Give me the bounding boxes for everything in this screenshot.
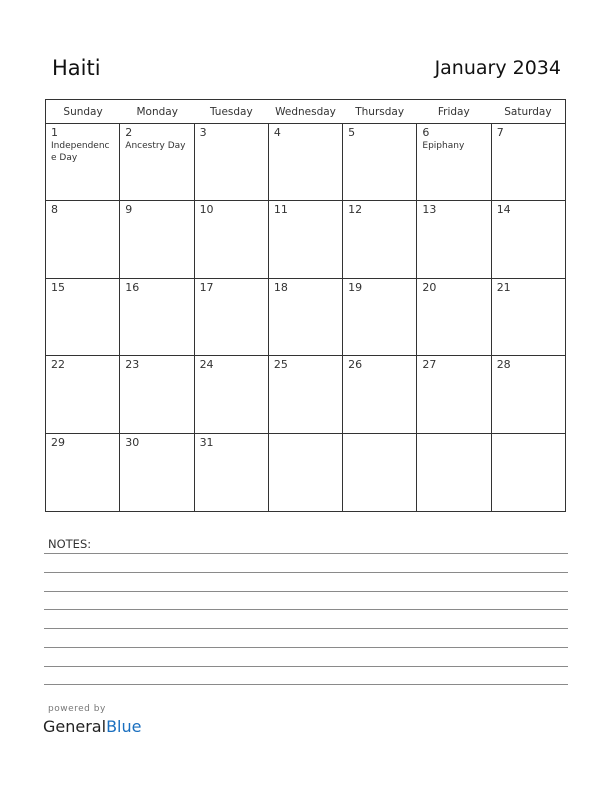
- day-cell: [269, 201, 343, 277]
- day-number: 10: [199, 203, 214, 217]
- day-cell: [269, 356, 343, 432]
- calendar-grid: [45, 99, 566, 512]
- day-cell: [195, 356, 269, 432]
- day-number: 1: [51, 126, 58, 139]
- day-cell: [46, 201, 120, 277]
- notes-line: [44, 666, 568, 667]
- day-cell: [120, 124, 194, 200]
- weekday-monday: Monday: [136, 106, 178, 118]
- weekday-header-row: [46, 100, 565, 124]
- day-cell: [195, 201, 269, 277]
- day-cell: [120, 356, 194, 432]
- day-number: 15: [51, 280, 65, 294]
- day-number: 28: [496, 358, 511, 372]
- day-cell: [492, 356, 565, 432]
- day-number: 26: [348, 358, 363, 372]
- day-cell: [269, 434, 343, 511]
- day-cell: [120, 434, 194, 511]
- day-number: 23: [125, 358, 140, 372]
- day-number: 24: [199, 358, 214, 372]
- brand-general: General: [43, 717, 107, 736]
- day-cell: [195, 434, 269, 511]
- day-number: 31: [199, 435, 214, 449]
- day-cell: [417, 356, 491, 432]
- day-cell: [492, 124, 565, 200]
- weekday-saturday: Saturday: [504, 106, 552, 118]
- week-row: [46, 279, 565, 356]
- day-cell: [195, 279, 269, 355]
- weekday-tuesday: Tuesday: [209, 106, 253, 118]
- week-row: [46, 434, 565, 511]
- day-number: 25: [273, 358, 288, 372]
- weekday-sunday: Sunday: [63, 106, 103, 118]
- week-row: [46, 356, 565, 433]
- brand-blue: Blue: [106, 717, 142, 736]
- day-cell: [417, 434, 491, 511]
- day-cell: [46, 356, 120, 432]
- day-number: 19: [348, 280, 363, 294]
- day-cell: [343, 434, 417, 511]
- day-cell: [492, 279, 565, 355]
- day-cell: [343, 279, 417, 355]
- powered-by-text: powered by: [48, 704, 106, 714]
- week-row: [46, 201, 565, 278]
- day-cell: [46, 124, 120, 200]
- day-number: 14: [496, 203, 511, 217]
- day-cell: [46, 279, 120, 355]
- week-row: [46, 124, 565, 201]
- day-number: 6: [422, 126, 430, 139]
- notes-line: [44, 628, 568, 629]
- day-number: 13: [422, 203, 437, 217]
- day-number: 5: [348, 126, 356, 139]
- day-cell: [269, 279, 343, 355]
- notes-label: NOTES:: [48, 537, 92, 551]
- day-cell: [417, 279, 491, 355]
- day-cell: [343, 201, 417, 277]
- day-cell: [195, 124, 269, 200]
- day-number: 8: [51, 203, 58, 217]
- day-number: 21: [496, 280, 511, 294]
- weekday-thursday: Thursday: [355, 106, 405, 118]
- day-number: 30: [125, 435, 140, 449]
- day-number: 9: [125, 203, 133, 217]
- day-number: 16: [125, 280, 140, 294]
- day-cell: [343, 124, 417, 200]
- holiday-label: Ancestry Day: [125, 141, 186, 151]
- day-cell: [120, 279, 194, 355]
- day-cell: [417, 124, 491, 200]
- notes-line: [44, 684, 568, 685]
- holiday-label: Epiphany: [422, 141, 465, 151]
- day-cell: [492, 434, 565, 511]
- day-number: 12: [348, 203, 363, 217]
- day-number: 17: [199, 280, 214, 294]
- holiday-label: Independence Day: [51, 141, 110, 163]
- day-cell: [120, 201, 194, 277]
- day-number: 29: [51, 435, 65, 449]
- weekday-wednesday: Wednesday: [275, 106, 336, 118]
- day-cell: [417, 201, 491, 277]
- day-cell: [46, 434, 120, 511]
- day-cell: [269, 124, 343, 200]
- country-title: Haiti: [52, 56, 101, 80]
- day-cell: [343, 356, 417, 432]
- day-number: 20: [422, 280, 437, 294]
- notes-line: [44, 647, 568, 648]
- notes-line: [44, 572, 568, 573]
- generalblue-logo: [43, 717, 141, 736]
- day-number: 3: [199, 126, 207, 139]
- month-year-title: January 2034: [434, 57, 561, 79]
- day-number: 18: [273, 280, 288, 294]
- day-number: 2: [125, 126, 133, 139]
- notes-line: [44, 553, 568, 554]
- day-number: 7: [496, 126, 504, 139]
- notes-line: [44, 591, 568, 592]
- day-number: 22: [51, 358, 65, 372]
- weekday-friday: Friday: [437, 106, 470, 118]
- day-number: 4: [273, 126, 281, 139]
- notes-line: [44, 609, 568, 610]
- day-number: 27: [422, 358, 437, 372]
- day-cell: [492, 201, 565, 277]
- day-number: 11: [273, 203, 288, 217]
